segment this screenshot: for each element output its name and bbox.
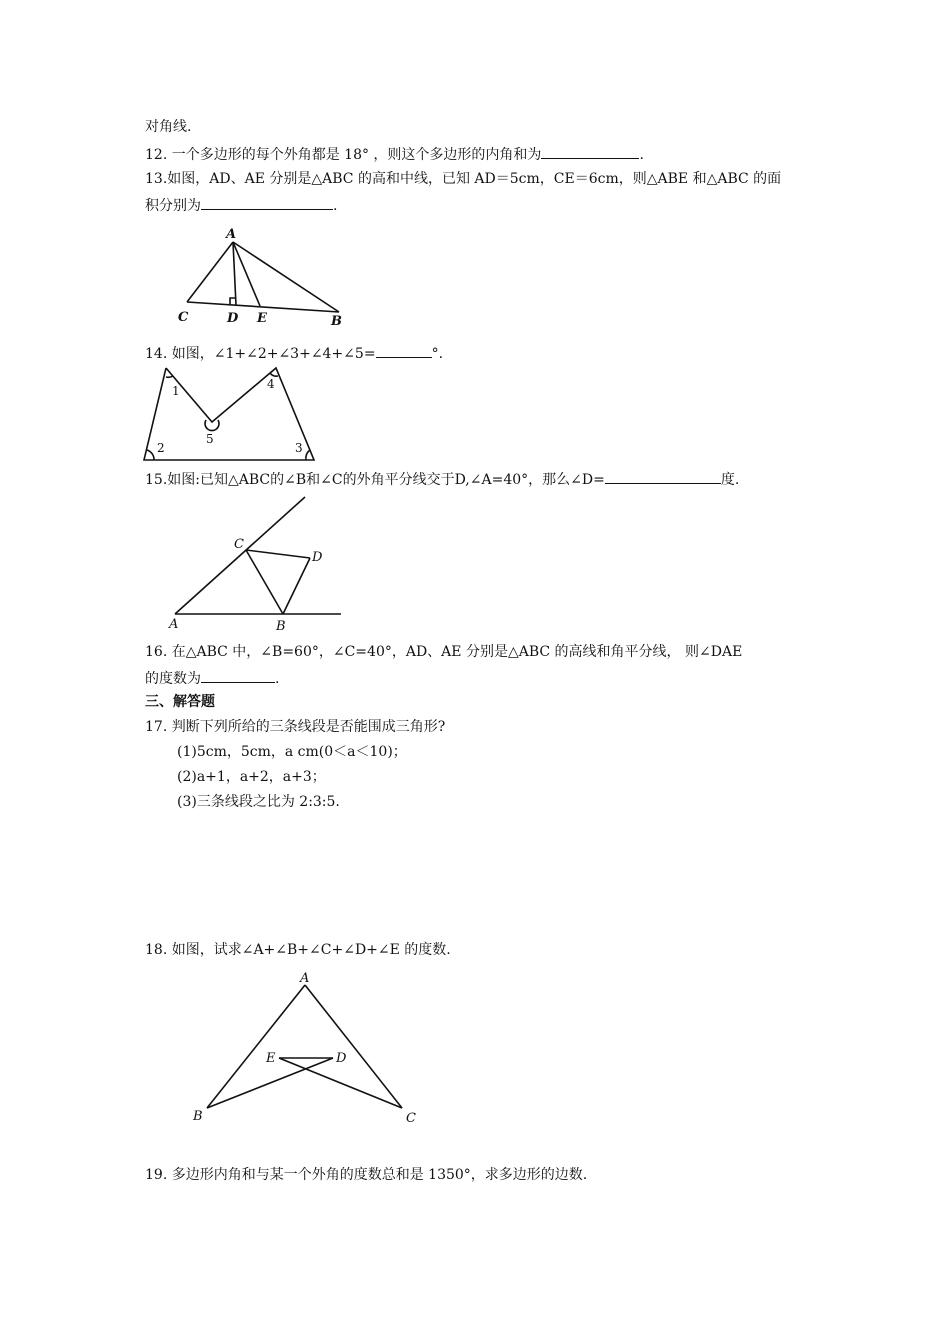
fig15-label-b: B	[276, 619, 286, 634]
figure-13	[170, 222, 360, 332]
line-continuation: 对角线.	[145, 119, 192, 135]
fig15-label-d: D	[312, 550, 323, 565]
fig18-label-b: B	[193, 1109, 203, 1124]
q16-text: 的度数为	[145, 671, 201, 687]
fig13-altitude-ad	[233, 242, 236, 305]
fig15-side-bc	[246, 550, 283, 614]
fig13-label-e: E	[257, 311, 267, 326]
question-14	[145, 343, 443, 363]
question-16-cont	[145, 668, 279, 688]
q12-end: .	[639, 147, 644, 163]
question-16: 16. 在△ABC 中，∠B=60°，∠C=40°，AD、AE 分别是△ABC 的高线和角平分线， 则∠DAE	[145, 644, 743, 660]
question-13: 13.如图，AD、AE 分别是△ABC 的高和中线，已知 AD＝5cm，CE＝6cm，则△ABE 和△ABC 的面	[145, 171, 782, 187]
question-17: 17. 判断下列所给的三条线段是否能围成三角形?	[145, 719, 446, 735]
fig14-label-3: 3	[295, 441, 303, 455]
fig14-polygon	[144, 368, 314, 460]
fig18-label-c: C	[406, 1111, 416, 1126]
fig15-label-c: C	[234, 537, 244, 552]
fig13-label-d: D	[227, 311, 239, 326]
q15-text: 15.如图:已知△ABC的∠B和∠C的外角平分线交于D,∠A=40°，那么∠D=	[145, 472, 605, 488]
fig18-side-ac	[305, 985, 402, 1108]
q16-end: .	[275, 671, 280, 687]
q12-answer-blank[interactable]	[541, 144, 639, 159]
fig14-label-4: 4	[267, 377, 275, 391]
question-13-cont	[145, 195, 337, 215]
fig14-angle-3-arc	[306, 450, 310, 460]
question-18: 18. 如图，试求∠A+∠B+∠C+∠D+∠E 的度数.	[145, 942, 451, 958]
figure-15	[165, 492, 365, 632]
fig13-label-b: B	[331, 314, 342, 329]
q12-text: 12. 一个多边形的每个外角都是 18° ，则这个多边形的内角和为	[145, 147, 542, 163]
question-15	[145, 469, 739, 489]
fig15-bisector-cd	[246, 550, 310, 558]
fig13-label-a: A	[226, 227, 237, 242]
fig14-label-5: 5	[206, 432, 214, 446]
figure-14	[142, 364, 322, 464]
q14-answer-blank[interactable]	[376, 343, 432, 358]
fig13-label-c: C	[178, 310, 189, 325]
fig15-label-a: A	[169, 617, 179, 632]
fig14-angle-4-arc	[270, 373, 278, 376]
q16-answer-blank[interactable]	[201, 668, 275, 683]
q14-end: °.	[431, 346, 444, 362]
fig13-side-ab	[233, 242, 339, 312]
fig13-side-ac	[187, 242, 233, 302]
q13-answer-blank[interactable]	[201, 195, 333, 210]
fig14-label-1: 1	[172, 384, 180, 398]
question-17-part-2: (2)a+1，a+2，a+3；	[177, 769, 326, 785]
fig15-bisector-bd	[283, 558, 310, 614]
fig14-angle-1-arc	[166, 376, 173, 377]
fig14-angle-2-arc	[147, 450, 154, 460]
question-12	[145, 144, 644, 164]
q14-text: 14. 如图，∠1+∠2+∠3+∠4+∠5=	[145, 346, 376, 362]
fig14-label-2: 2	[157, 441, 165, 455]
section-heading: 三、解答题	[145, 694, 215, 710]
fig18-label-d: D	[336, 1051, 347, 1066]
q13-text: 积分别为	[145, 198, 201, 214]
fig18-label-a: A	[300, 971, 310, 986]
figure-18	[190, 970, 430, 1130]
q13-end: .	[333, 198, 338, 214]
q15-answer-blank[interactable]	[605, 469, 721, 484]
fig18-label-e: E	[266, 1051, 276, 1066]
fig18-side-ab	[207, 985, 305, 1108]
question-17-part-1: (1)5cm，5cm，a cm(0＜a＜10)；	[177, 744, 407, 760]
q15-end: 度.	[720, 472, 740, 488]
question-19: 19. 多边形内角和与某一个外角的度数总和是 1350°，求多边形的边数.	[145, 1167, 588, 1183]
question-17-part-3: (3)三条线段之比为 2:3:5.	[177, 794, 340, 810]
